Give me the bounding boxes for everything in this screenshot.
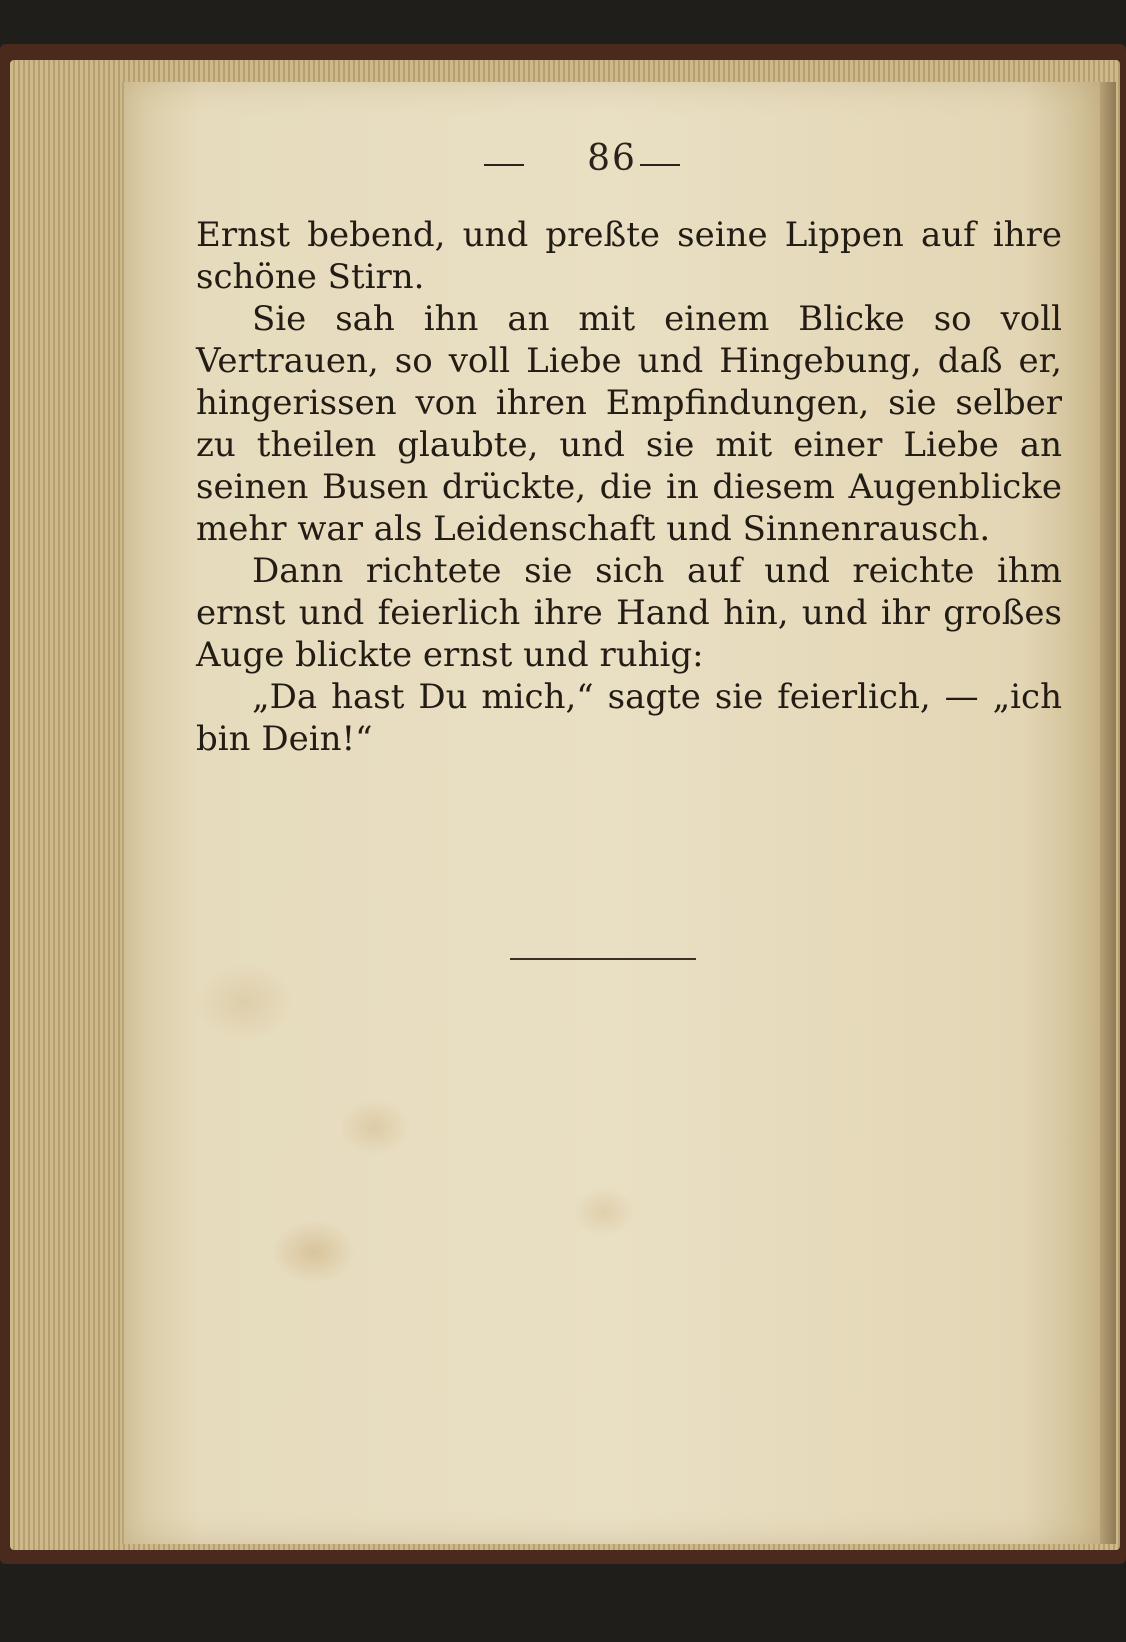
paragraph: „Da hast Du mich,“ sagte sie feierlich, — „ich bin Dein!“ [196,677,1062,759]
page-number: 86 [587,138,637,179]
paragraph: Ernst bebend, und preßte seine Lippen auf ihre schöne Stirn. [196,215,1062,297]
chapter-end-rule [510,958,696,960]
body-text [196,214,1062,760]
paragraph: Sie sah ihn an mit einem Blicke so voll Vertrauen, so voll Liebe und Hingebung, daß er, hingerissen von ihren Empfindungen, sie selber zu theilen glaubte, und sie mit einer Liebe an seinen Busen drückte, die in diesem Augenblicke mehr war als Leidenschaft und Sinnenrausch. [196,299,1062,549]
paragraph: Dann richtete sie sich auf und reichte ihm ernst und feierlich ihre Hand hin, und ihr großes Auge blickte ernst und ruhig: [196,551,1062,675]
facing-page-edge [1098,82,1116,1544]
book-page [122,82,1100,1544]
page-number-dash-right [640,164,680,166]
